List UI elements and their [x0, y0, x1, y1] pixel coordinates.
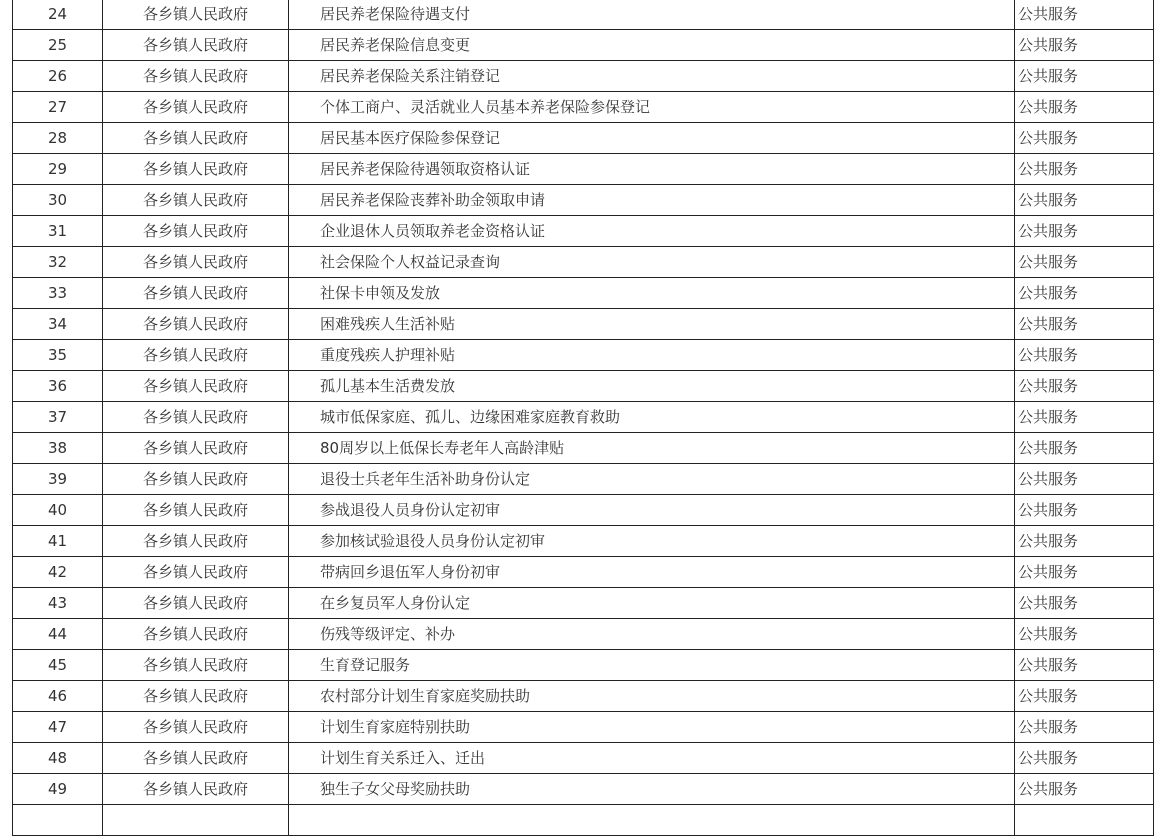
service-type-cell: 公共服务	[1015, 123, 1154, 154]
service-item-cell: 参加核试验退役人员身份认定初审	[289, 526, 1015, 557]
service-type-cell: 公共服务	[1015, 557, 1154, 588]
row-number: 47	[13, 712, 103, 743]
service-item-cell: 社会保险个人权益记录查询	[289, 247, 1015, 278]
department-cell: 各乡镇人民政府	[103, 123, 289, 154]
service-type-cell: 公共服务	[1015, 526, 1154, 557]
service-type-cell: 公共服务	[1015, 92, 1154, 123]
services-table	[12, 0, 1154, 836]
department-cell: 各乡镇人民政府	[103, 588, 289, 619]
service-type-cell: 公共服务	[1015, 247, 1154, 278]
row-number: 25	[13, 30, 103, 61]
row-number: 49	[13, 774, 103, 805]
service-item-cell: 带病回乡退伍军人身份初审	[289, 557, 1015, 588]
service-type-cell: 公共服务	[1015, 588, 1154, 619]
row-number: 31	[13, 216, 103, 247]
department-cell: 各乡镇人民政府	[103, 681, 289, 712]
department-cell: 各乡镇人民政府	[103, 402, 289, 433]
table-row	[13, 526, 1154, 557]
service-item-cell: 农村部分计划生育家庭奖励扶助	[289, 681, 1015, 712]
service-item-cell: 城市低保家庭、孤儿、边缘困难家庭教育救助	[289, 402, 1015, 433]
service-item-cell: 生育登记服务	[289, 650, 1015, 681]
row-number: 44	[13, 619, 103, 650]
service-item-cell: 困难残疾人生活补贴	[289, 309, 1015, 340]
service-item-cell: 孤儿基本生活费发放	[289, 371, 1015, 402]
row-number: 39	[13, 464, 103, 495]
table-row	[13, 185, 1154, 216]
department-cell: 各乡镇人民政府	[103, 619, 289, 650]
table-row	[13, 712, 1154, 743]
row-number: 26	[13, 61, 103, 92]
table-row	[13, 92, 1154, 123]
row-number: 30	[13, 185, 103, 216]
table-row	[13, 495, 1154, 526]
service-type-cell: 公共服务	[1015, 650, 1154, 681]
row-number: 48	[13, 743, 103, 774]
department-cell: 各乡镇人民政府	[103, 30, 289, 61]
service-item-cell: 居民养老保险信息变更	[289, 30, 1015, 61]
service-item-cell: 重度残疾人护理补贴	[289, 340, 1015, 371]
service-type-cell: 公共服务	[1015, 340, 1154, 371]
service-item-cell: 居民基本医疗保险参保登记	[289, 123, 1015, 154]
department-cell: 各乡镇人民政府	[103, 247, 289, 278]
table-row	[13, 216, 1154, 247]
row-number: 41	[13, 526, 103, 557]
service-type-cell: 公共服务	[1015, 154, 1154, 185]
service-type-cell: 公共服务	[1015, 712, 1154, 743]
service-type-cell: 公共服务	[1015, 309, 1154, 340]
row-number: 38	[13, 433, 103, 464]
service-item-cell	[289, 805, 1015, 836]
service-type-cell: 公共服务	[1015, 185, 1154, 216]
service-item-cell: 居民养老保险待遇支付	[289, 0, 1015, 30]
row-number: 36	[13, 371, 103, 402]
row-number	[13, 805, 103, 836]
row-number: 29	[13, 154, 103, 185]
service-type-cell: 公共服务	[1015, 464, 1154, 495]
department-cell: 各乡镇人民政府	[103, 433, 289, 464]
service-type-cell: 公共服务	[1015, 278, 1154, 309]
table-row	[13, 309, 1154, 340]
service-type-cell: 公共服务	[1015, 743, 1154, 774]
department-cell: 各乡镇人民政府	[103, 0, 289, 30]
table-row	[13, 743, 1154, 774]
department-cell: 各乡镇人民政府	[103, 216, 289, 247]
service-type-cell: 公共服务	[1015, 681, 1154, 712]
service-item-cell: 企业退休人员领取养老金资格认证	[289, 216, 1015, 247]
row-number: 43	[13, 588, 103, 619]
table-row	[13, 61, 1154, 92]
department-cell: 各乡镇人民政府	[103, 340, 289, 371]
service-type-cell: 公共服务	[1015, 619, 1154, 650]
service-item-cell: 参战退役人员身份认定初审	[289, 495, 1015, 526]
service-type-cell: 公共服务	[1015, 495, 1154, 526]
department-cell	[103, 805, 289, 836]
service-item-cell: 居民养老保险丧葬补助金领取申请	[289, 185, 1015, 216]
department-cell: 各乡镇人民政府	[103, 774, 289, 805]
table-row	[13, 371, 1154, 402]
services-table-body	[13, 0, 1154, 836]
row-number: 27	[13, 92, 103, 123]
table-row	[13, 805, 1154, 836]
table-row	[13, 402, 1154, 433]
department-cell: 各乡镇人民政府	[103, 278, 289, 309]
row-number: 32	[13, 247, 103, 278]
department-cell: 各乡镇人民政府	[103, 557, 289, 588]
service-type-cell: 公共服务	[1015, 402, 1154, 433]
service-item-cell: 居民养老保险关系注销登记	[289, 61, 1015, 92]
table-row	[13, 278, 1154, 309]
table-row	[13, 433, 1154, 464]
row-number: 28	[13, 123, 103, 154]
service-item-cell: 伤残等级评定、补办	[289, 619, 1015, 650]
service-type-cell: 公共服务	[1015, 0, 1154, 30]
service-item-cell: 在乡复员军人身份认定	[289, 588, 1015, 619]
table-row	[13, 681, 1154, 712]
table-row	[13, 30, 1154, 61]
table-row	[13, 154, 1154, 185]
department-cell: 各乡镇人民政府	[103, 464, 289, 495]
department-cell: 各乡镇人民政府	[103, 712, 289, 743]
row-number: 37	[13, 402, 103, 433]
service-item-cell: 独生子女父母奖励扶助	[289, 774, 1015, 805]
table-row	[13, 650, 1154, 681]
service-item-cell: 居民养老保险待遇领取资格认证	[289, 154, 1015, 185]
service-item-cell: 计划生育家庭特别扶助	[289, 712, 1015, 743]
service-item-cell: 80周岁以上低保长寿老年人高龄津贴	[289, 433, 1015, 464]
table-row	[13, 464, 1154, 495]
department-cell: 各乡镇人民政府	[103, 154, 289, 185]
row-number: 45	[13, 650, 103, 681]
service-item-cell: 计划生育关系迁入、迁出	[289, 743, 1015, 774]
table-row	[13, 774, 1154, 805]
service-type-cell	[1015, 805, 1154, 836]
service-type-cell: 公共服务	[1015, 30, 1154, 61]
department-cell: 各乡镇人民政府	[103, 92, 289, 123]
row-number: 34	[13, 309, 103, 340]
service-item-cell: 个体工商户、灵活就业人员基本养老保险参保登记	[289, 92, 1015, 123]
table-row	[13, 0, 1154, 30]
service-item-cell: 退役士兵老年生活补助身份认定	[289, 464, 1015, 495]
row-number: 42	[13, 557, 103, 588]
service-type-cell: 公共服务	[1015, 371, 1154, 402]
row-number: 33	[13, 278, 103, 309]
table-row	[13, 247, 1154, 278]
service-type-cell: 公共服务	[1015, 433, 1154, 464]
department-cell: 各乡镇人民政府	[103, 309, 289, 340]
table-row	[13, 619, 1154, 650]
row-number: 35	[13, 340, 103, 371]
row-number: 46	[13, 681, 103, 712]
table-row	[13, 588, 1154, 619]
service-type-cell: 公共服务	[1015, 774, 1154, 805]
service-item-cell: 社保卡申领及发放	[289, 278, 1015, 309]
department-cell: 各乡镇人民政府	[103, 61, 289, 92]
services-table-container	[12, 0, 1153, 836]
department-cell: 各乡镇人民政府	[103, 526, 289, 557]
department-cell: 各乡镇人民政府	[103, 743, 289, 774]
service-type-cell: 公共服务	[1015, 61, 1154, 92]
department-cell: 各乡镇人民政府	[103, 650, 289, 681]
table-row	[13, 340, 1154, 371]
service-type-cell: 公共服务	[1015, 216, 1154, 247]
table-row	[13, 557, 1154, 588]
row-number: 24	[13, 0, 103, 30]
row-number: 40	[13, 495, 103, 526]
table-row	[13, 123, 1154, 154]
department-cell: 各乡镇人民政府	[103, 495, 289, 526]
department-cell: 各乡镇人民政府	[103, 371, 289, 402]
department-cell: 各乡镇人民政府	[103, 185, 289, 216]
